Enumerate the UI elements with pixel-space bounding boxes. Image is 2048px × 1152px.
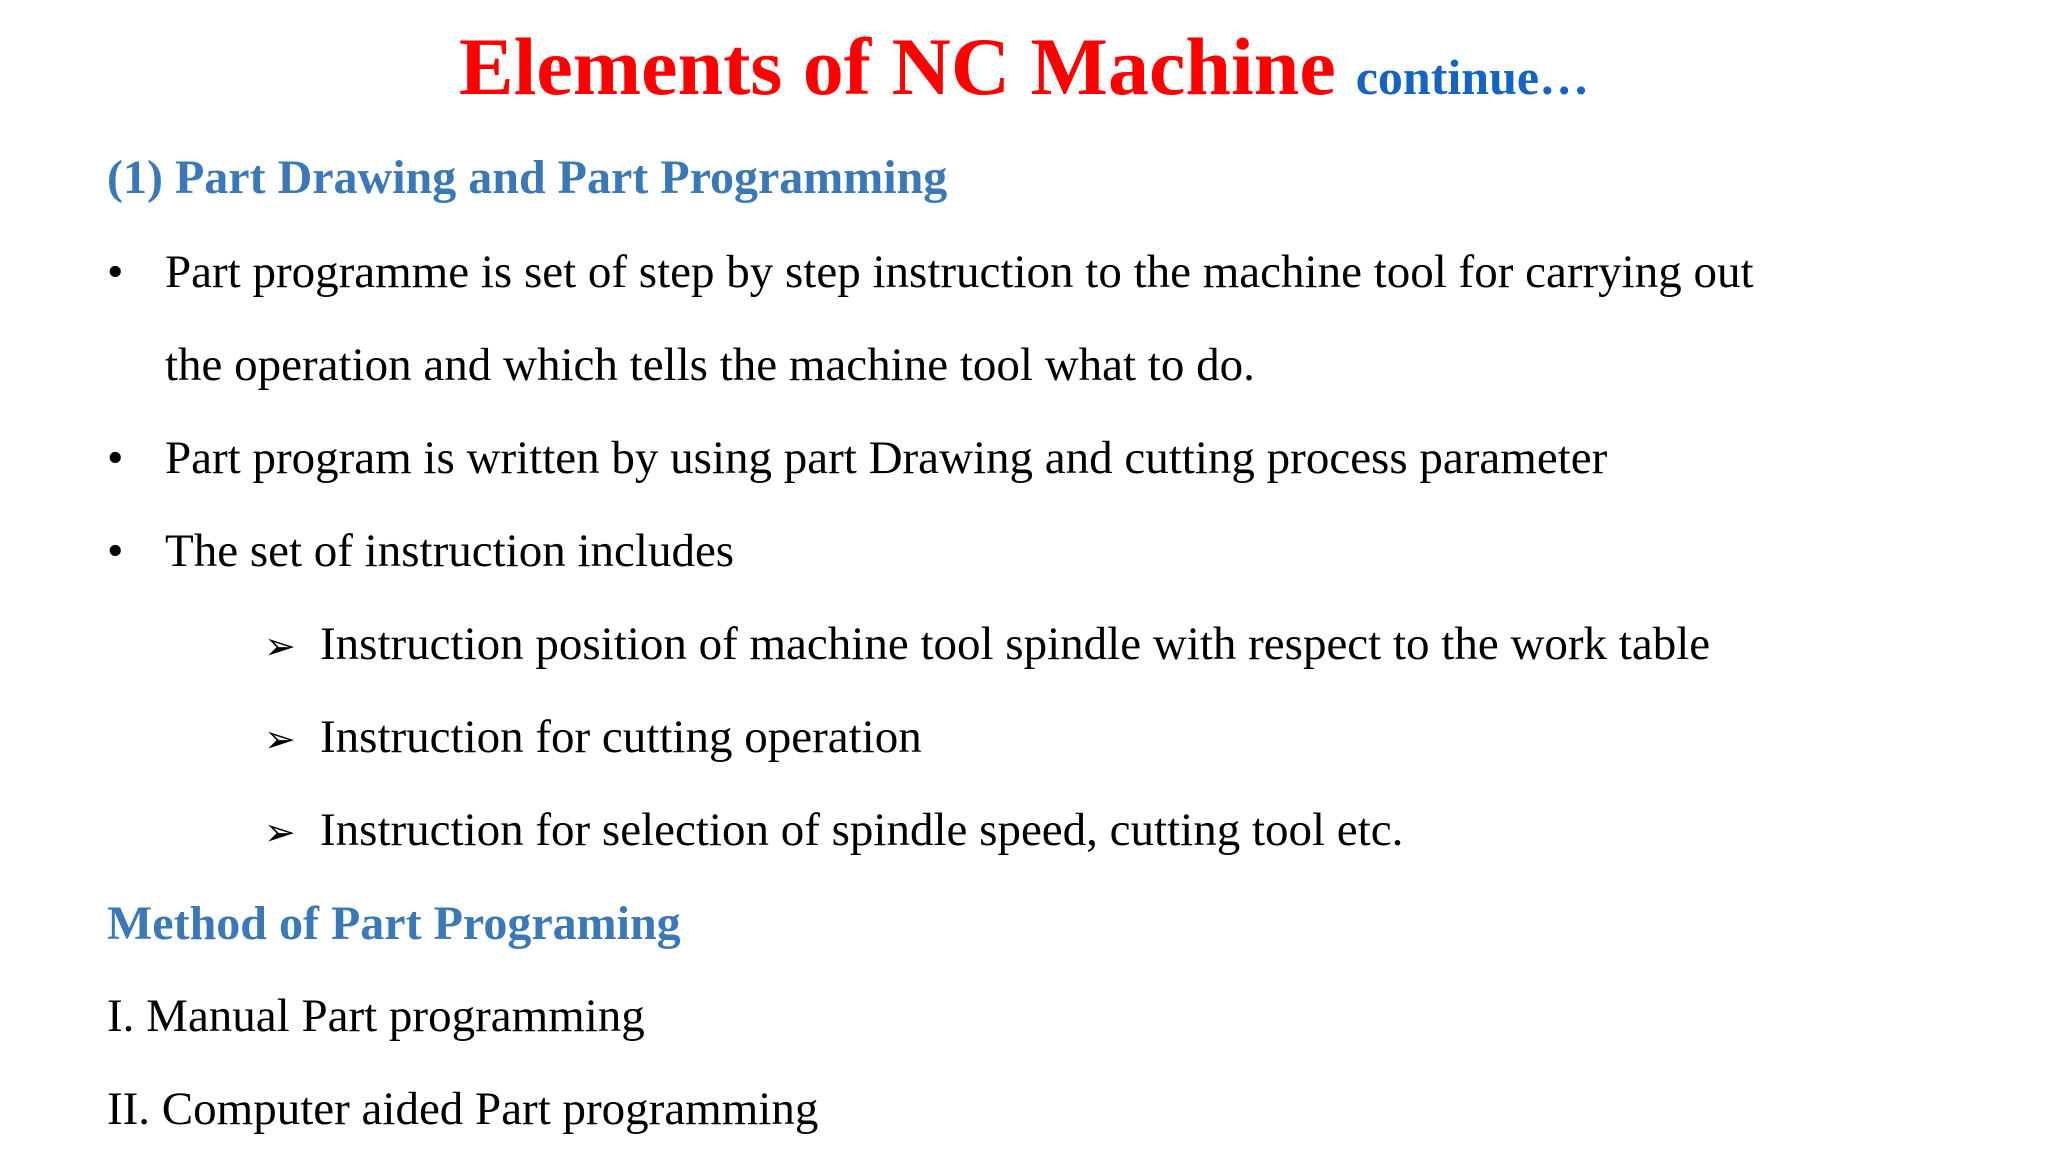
- bullet-marker: •: [107, 432, 124, 484]
- title-continue: continue…: [1355, 49, 1590, 105]
- arrow-bullet-icon: ➢: [264, 717, 296, 761]
- bullet-text: The set of instruction includes: [165, 525, 735, 577]
- section-heading-method: Method of Part Programing: [107, 897, 681, 950]
- sub-bullet-item: [264, 617, 1710, 671]
- bullet-marker: •: [107, 525, 124, 577]
- bullet-text: Part programme is set of step by step instruction to the machine tool for carrying out: [165, 246, 1754, 298]
- method-item-manual: I. Manual Part programming: [107, 990, 645, 1042]
- title-main: Elements of NC Machine: [458, 21, 1336, 112]
- bullet-text-continuation: the operation and which tells the machine tool what to do.: [165, 339, 1255, 391]
- bullet-item: [107, 245, 1754, 299]
- bullet-item: [107, 524, 734, 578]
- sub-bullet-item: [264, 710, 922, 764]
- sub-bullet-item: [264, 803, 1403, 857]
- bullet-text: Part program is written by using part Drawing and cutting process parameter: [165, 432, 1608, 484]
- arrow-bullet-icon: ➢: [264, 624, 296, 668]
- method-item-computer-aided: II. Computer aided Part programming: [107, 1083, 819, 1135]
- sub-bullet-text: Instruction for selection of spindle speed, cutting tool etc.: [320, 804, 1404, 856]
- section-heading-part-drawing: (1) Part Drawing and Part Programming: [107, 151, 948, 204]
- slide-title: [0, 20, 2048, 114]
- sub-bullet-text: Instruction for cutting operation: [320, 711, 922, 763]
- sub-bullet-text: Instruction position of machine tool spindle with respect to the work table: [320, 618, 1711, 670]
- bullet-marker: •: [107, 246, 124, 298]
- bullet-item: [107, 431, 1607, 485]
- arrow-bullet-icon: ➢: [264, 810, 296, 854]
